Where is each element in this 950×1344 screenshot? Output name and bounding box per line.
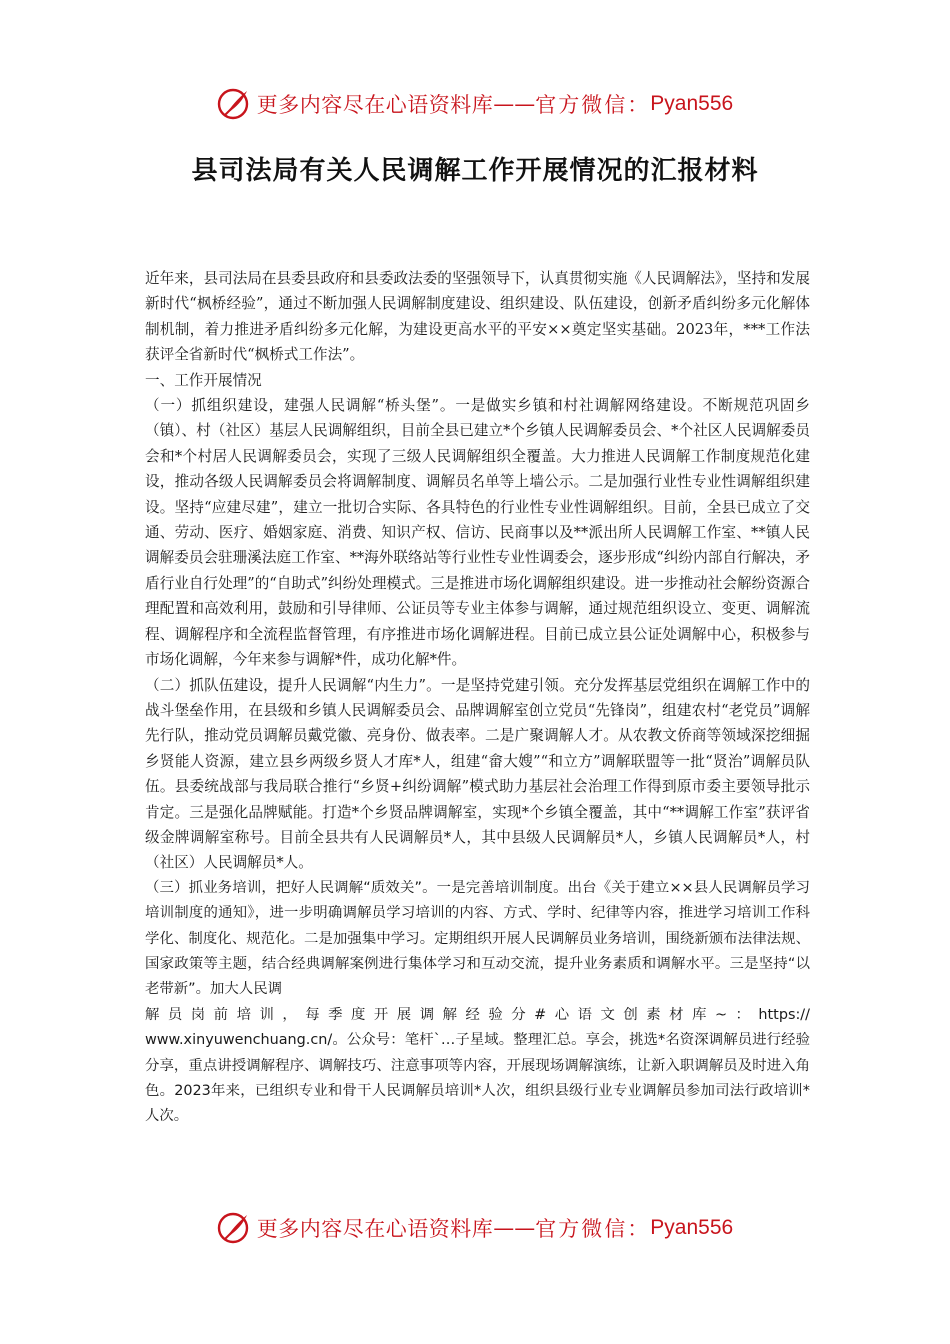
- banner-wechat-id: Pyan556: [650, 92, 734, 115]
- banner-separator: ——: [493, 92, 536, 116]
- footer-banner: [0, 1208, 950, 1248]
- quill-logo-icon: [217, 1211, 251, 1245]
- document-title: 县司法局有关人民调解工作开展情况的汇报材料: [191, 156, 759, 186]
- subsection-3-paragraph-part1: （三）抓业务培训，把好人民调解“质效关”。一是完善培训制度。出台《关于建立××县人民调解员学习培训制度的通知》，进一步明确调解员学习培训的内容、方式、学时、纪律等内容，推进学习培训工作科学化、制度化、规范化。二是加强集中学习。定期组织开展人民调解员业务培训，围绕新颁布法律法规、国家政策等主题，结合经典调解案例进行集体学习和互动交流，提升业务素质和调解水平。三是坚持“以老带新”。加大人民调: [145, 879, 810, 998]
- banner-wechat-id: Pyan556: [650, 1216, 734, 1239]
- banner-brand: 更多内容尽在心语资料库: [256, 1217, 494, 1241]
- document-body: [145, 266, 810, 1130]
- section-heading: 一、工作开展情况: [145, 371, 262, 389]
- subsection-3-paragraph-part2: www.xinyuwenchuang.cn/。公众号：笔杆`…子星域。整理汇总。享会，挑选*名资深调解员进行经验分享，重点讲授调解程序、调解技巧、注意事项等内容，开展现场调解演练，让新入职调解员及时进入角色。2023年来，已组织专业和骨干人民调解员培训*人次，组织县级行业专业调解员参加司法行政培训*人次。: [145, 1032, 810, 1125]
- intro-paragraph: 近年来，县司法局在县委县政府和县委政法委的坚强领导下，认真贯彻实施《人民调解法》，坚持和发展新时代“枫桥经验”，通过不断加强人民调解制度建设、组织建设、队伍建设，创新矛盾纠纷多元化解体制机制，着力推进矛盾纠纷多元化解，为建设更高水平的平安××奠定坚实基础。2023年，***工作法获评全省新时代“枫桥式工作法”。: [145, 270, 810, 364]
- banner-wechat-label: 官方微信：: [535, 93, 651, 117]
- quill-logo-icon: [217, 87, 251, 121]
- banner-separator: ——: [493, 1216, 536, 1240]
- banner-wechat-label: 官方微信：: [535, 1217, 651, 1241]
- subsection-3-spread-line: 解员岗前培训，每季度开展调解经验分#心语文创素材库~：https://: [145, 1006, 810, 1023]
- subsection-1-paragraph: （一）抓组织建设，建强人民调解“桥头堡”。一是做实乡镇和村社调解网络建设。不断规范巩固乡（镇）、村（社区）基层人民调解组织，目前全县已建立*个乡镇人民调解委员会、*个社区人民调解委员会和*个村居人民调解委员会，实现了三级人民调解组织全覆盖。大力推进人民调解工作制度规范化建设，推动各级人民调解委员会将调解制度、调解员名单等上墙公示。二是加强行业性专业性调解组织建设。坚持“应建尽建”，建立一批切合实际、各具特色的行业性专业性调解组织。目前，全县已成立了交通、劳动、医疗、婚姻家庭、消费、知识产权、信访、民商事以及**派出所人民调解工作室、**镇人民调解委员会驻珊溪法庭工作室、**海外联络站等行业性专业性调委会，逐步形成“纠纷内部自行解决，矛盾行业自行处理”的“自助式”纠纷处理模式。三是推进市场化调解组织建设。进一步推动社会解纷资源合理配置和高效利用，鼓励和引导律师、公证员等专业主体参与调解，通过规范组织设立、变更、调解流程、调解程序和全流程监督管理，有序推进市场化调解进程。目前已成立县公证处调解中心，积极参与市场化调解，今年来参与调解*件，成功化解*件。: [145, 397, 810, 669]
- banner-brand: 更多内容尽在心语资料库: [256, 93, 494, 117]
- header-banner: [0, 84, 950, 124]
- subsection-2-paragraph: （二）抓队伍建设，提升人民调解“内生力”。一是坚持党建引领。充分发挥基层党组织在调解工作中的战斗堡垒作用，在县级和乡镇人民调解委员会、品牌调解室创立党员“先锋岗”，组建农村“老党员”调解先行队，推动党员调解员戴党徽、亮身份、做表率。二是广聚调解人才。从农教文侨商等领域深挖细掘乡贤能人资源，建立县乡两级乡贤人才库*人，组建“畲大嫂”“和立方”调解联盟等一批“贤治”调解员队伍。县委统战部与我局联合推行“乡贤+纠纷调解”模式助力基层社会治理工作得到原市委主要领导批示肯定。三是强化品牌赋能。打造*个乡贤品牌调解室，实现*个乡镇全覆盖，其中“**调解工作室”获评省级金牌调解室称号。目前全县共有人民调解员*人，其中县级人民调解员*人，乡镇人民调解员*人，村（社区）人民调解员*人。: [145, 676, 810, 872]
